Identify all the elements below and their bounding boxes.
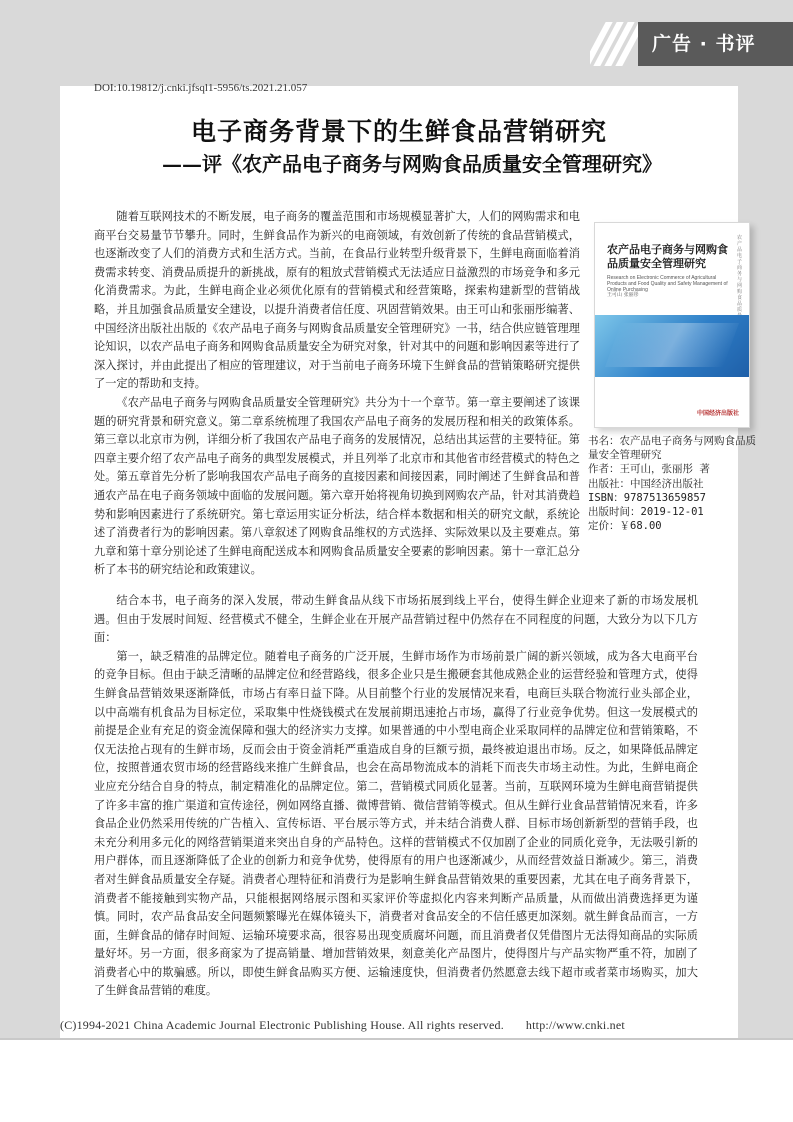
left-margin-band — [0, 86, 60, 1038]
paragraph: 第一，缺乏精准的品牌定位。随着电子商务的广泛开展，生鲜市场作为市场前景广阔的新兴领域，成为各大电商平台的竞争目标。但由于缺乏清晰的品牌定位和经营路线，很多企业只是生搬硬套其他成熟企业的运营经验和管理方式，使得生鲜食品营销效果逐渐降低，市场占有率日益下降。从目前整个行业的发展情况来看，电商巨头联合物流行业头部企业，以中高端有机食品为目标定位，采取集中性烧钱模式在发展前期迅速抢占市场，赢得了行业竞争优势。但这一发展模式的前提是企业有充足的资金流保障和强大的经济实力支撑。如果普通的中小型电商企业采取同样的品牌定位和营销策略，不仅无法抢占现有的生鲜市场，反而会由于资金消耗严重造成自身的巨额亏损，最终被迫退出市场。反之，如果降低品牌定位，按照普通农贸市场的经营路线来推广生鲜食品，也会在高昂物流成本的消耗下而丧失市场主动性。为此，生鲜电商企业应充分结合自身的特点，制定精准化的品牌定位。第二，营销模式同质化显著。当前，互联网环境为生鲜电商营销提供了许多丰富的推广渠道和宣传途径，例如网络直播、微博营销、微信营销等模式。但从生鲜行业食品营销情况来看，许多食品企业仍然采用传统的广告植入、宣传标语、平台展示等方式，并未结合消费人群、目标市场创新新型的营销手段，也未充分利用多元化的网络营销渠道来突出自身的产品特色。这样的营销模式不仅加剧了企业的同质化竞争，无法吸引新的用户群体，而且逐渐降低了企业的创新力和竞争优势，使得原有的用户也逐渐减少，从而经营效益日渐减少。第三，消费者对生鲜食品质量安全存疑。消费者心理特征和消费行为是影响生鲜食品营销效果的重要因素，尤其在电子商务背景下，消费者不能接触到实物产品，只能根据网络展示图和买家评价等虚拟化内容来判断产品质量，从而做出消费选择更为谨慎。同时，农产品食品安全问题频繁曝光在媒体镜头下，消费者对食品安全的不信任感更加深刻。就生鲜食品而言，一方面，生鲜食品的储存时间短、运输环境要求高，很容易出现变质腐坏问题，而且消费者仅凭借图片无法得知商品的实际质量好坏。另一方面，很多商家为了提高销量、增加营销效果，刻意美化产品图片，使得图片与产品实物严重不符，加剧了消费者心中的欺骗感。所以，即使生鲜食品购买方便、运输速度快，但消费者仍然愿意去线下超市或者菜市场购买，加大了生鲜食品营销的难度。 — [94, 649, 698, 998]
cover-spine-text: 农产品电子商务与网购食品质 — [737, 235, 743, 313]
cover-authors: 王可山 张丽彤 — [607, 292, 639, 298]
main-text — [94, 592, 698, 1001]
section-tag: 广告 · 书评 — [638, 22, 793, 66]
cover-publisher-logo: 中国经济出版社 — [696, 410, 739, 417]
book-info-date: 出版时间：2019-12-01 — [588, 506, 704, 519]
paragraph: 随着互联网技术的不断发展，电子商务的覆盖范围和市场规模显著扩大，人们的网购需求和电商平台交易量节节攀升。同时，生鲜食品作为新兴的电商领域，有效创新了传统的食品营销模式，也逐渐改变了人们的消费方式和生活方式。当前，在食品行业转型升级背景下，生鲜电商面临着消费需求转变、消费品质提升的新挑战，原有的粗放式营销模式无法适应日益激烈的市场竞争和多元化消费需求。为此，生鲜电商企业必须优化原有的营销模式和经营策略，探索构建新型的营销战略，并且加强食品质量安全建设，以提升消费者信任度、巩固营销效果。由王可山和张丽彤编著、中国经济出版社出版的《农产品电子商务与网购食品质量安全管理研究》一书，结合供应链管理理论知识，以农产品电子商务和网购食品质量安全为研究对象，针对其中的问题和影响因素等进行了深入探讨，并由此提出了相应的管理建议，对于当前电子商务环境下生鲜食品的营销策略研究提供了一定的帮助和支持。 — [94, 210, 580, 391]
book-info-price: 定价：￥68.00 — [588, 520, 662, 533]
cover-graphic-band — [595, 315, 749, 377]
book-info-publisher: 出版社：中国经济出版社 — [588, 477, 704, 490]
book-info-title: 书名：农产品电子商务与网购食品质量安全管理研究 — [588, 435, 756, 462]
book-info-isbn: ISBN：9787513659857 — [588, 491, 706, 504]
paragraph: 结合本书，电子商务的深入发展，带动生鲜食品从线下市场拓展到线上平台，使得生鲜企业迎来了新的市场发展机遇。但由于发展时间短、经营模式不健全，生鲜企业在开展产品营销过程中仍然存在不同程度的问题，大致分为以下几方面： — [94, 594, 698, 645]
intro-column — [94, 208, 580, 580]
book-info — [588, 434, 766, 533]
book-cover — [594, 222, 750, 428]
copyright-text: (C)1994-2021 China Academic Journal Electronic Publishing House. All rights reserved. — [60, 1018, 504, 1032]
copyright-footer — [60, 1018, 738, 1033]
cover-title: 农产品电子商务与网购食品质量安全管理研究 — [607, 243, 728, 270]
footer-band — [0, 1038, 793, 1122]
footer-divider — [0, 1038, 793, 1040]
copyright-url: http://www.cnki.net — [525, 1018, 625, 1032]
paragraph: 《农产品电子商务与网购食品质量安全管理研究》共分为十一个章节。第一章主要阐述了该课题的研究背景和研究意义。第二章系统梳理了我国农产品电子商务的发展历程和相关的政策体系。第三章以北京市为例，详细分析了我国农产品电子商务的发展情况，总结出其运营的主要特征。第四章主要介绍了农产品电子商务的典型发展模式，并且列举了北京市和其他省市经营模式的特色之处。第五章首先分析了影响我国农产品电子商务的直接因素和间接因素，同时阐述了生鲜食品和普通农产品在电子商务领域中面临的发展问题。第六章开始将视角切换到网购农产品，针对其消费趋势和影响因素进行了系统研究。第七章运用实证分析法，结合样本数据和相关的研究文献，系统论述了消费者行为的影响因素。第八章叙述了网购食品维权的方式选择、实际效果以及主要难点。第九章和第十章分别论述了生鲜电商配送成本和网购食品质量安全要素的影响因素。第十一章汇总分析了本书的研究结论和政策建议。 — [94, 395, 580, 577]
book-info-author: 作者：王可山，张丽彤 著 — [588, 463, 710, 476]
cover-english-title: Research on Electronic Commerce of Agricultural Products and Food Quality and Safety Management of Online Purchasing — [607, 275, 728, 293]
doi-line: DOI:10.19812/j.cnki.jfsql1-5956/ts.2021.21.057 — [94, 82, 308, 94]
article-subtitle: ——评《农产品电子商务与网购食品质量安全管理研究》 — [162, 152, 662, 176]
stripe-decoration — [590, 22, 638, 66]
article-title: 电子商务背景下的生鲜食品营销研究 — [190, 117, 607, 146]
